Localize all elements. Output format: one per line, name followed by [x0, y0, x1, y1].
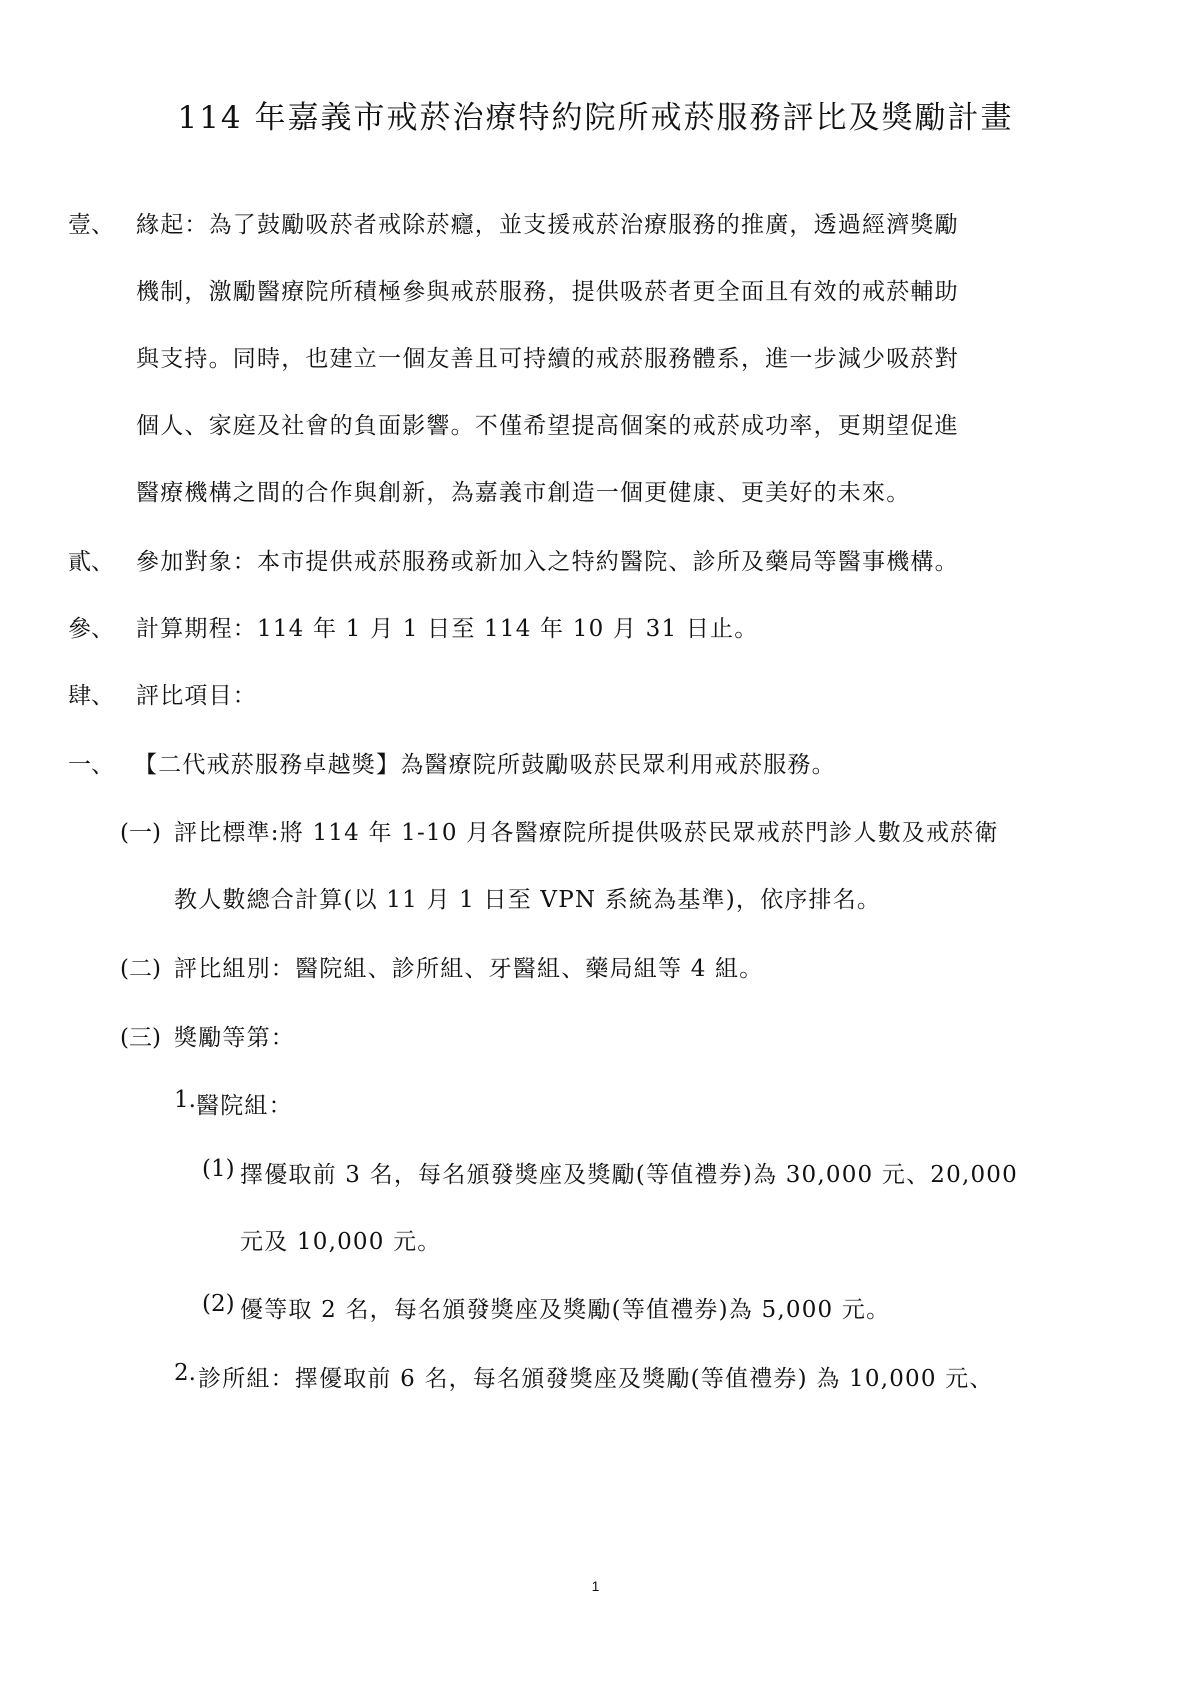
sub-marker-2: (二) [120, 956, 161, 982]
document-title: 114 年嘉義市戒菸治療特約院所戒菸服務評比及獎勵計畫 [177, 100, 1014, 136]
section-marker-4: 肆、 [68, 683, 114, 709]
criteria-line: 評比標準:將 114 年 1-10 月各醫療院所提供吸菸民眾戒菸門診人數及戒菸衛 [174, 820, 999, 846]
paragraph-line: 與支持。同時，也建立一個友善且可持續的戒菸服務體系，進一步減少吸菸對 [136, 346, 959, 372]
hospital-marker: 1. [174, 1087, 196, 1113]
section-text-items: 評比項目： [136, 683, 257, 709]
section-text-period: 計算期程：114 年 1 月 1 日至 114 年 10 月 31 日止。 [136, 616, 759, 642]
hospital-point-line: 擇優取前 3 名，每名頒發獎座及獎勵(等值禮券)為 30,000 元、20,000 [240, 1162, 1018, 1188]
hospital-point-marker-1: (1) [202, 1156, 235, 1182]
criteria-line: 教人數總合計算(以 11 月 1 日至 VPN 系統為基準)，依序排名。 [174, 887, 882, 913]
section-text-participants: 參加對象：本市提供戒菸服務或新加入之特約醫院、診所及藥局等醫事機構。 [136, 549, 959, 575]
hospital-point-line: 元及 10,000 元。 [240, 1229, 442, 1255]
section-marker-1: 壹、 [68, 212, 114, 238]
section-marker-2: 貳、 [68, 549, 114, 575]
award-levels-text: 獎勵等第： [174, 1025, 295, 1051]
paragraph-line: 醫療機構之間的合作與創新，為嘉義市創造一個更健康、更美好的未來。 [136, 480, 911, 506]
item-marker-1: 一、 [68, 752, 114, 778]
sub-marker-1: (一) [120, 820, 161, 846]
hospital-point-marker-2: (2) [202, 1291, 235, 1317]
groups-text: 評比組別：醫院組、診所組、牙醫組、藥局組等 4 組。 [174, 956, 764, 982]
clinic-marker: 2. [174, 1360, 196, 1386]
clinic-group-text: 診所組：擇優取前 6 名，每名頒發獎座及獎勵(等值禮券) 為 10,000 元、 [198, 1366, 994, 1392]
hospital-group-text: 醫院組： [196, 1093, 293, 1119]
sub-marker-3: (三) [120, 1025, 161, 1051]
paragraph-line: 個人、家庭及社會的負面影響。不僅希望提高個案的戒菸成功率，更期望促進 [136, 413, 959, 439]
item-text-award: 【二代戒菸服務卓越獎】為醫療院所鼓勵吸菸民眾利用戒菸服務。 [134, 752, 836, 778]
hospital-point-line: 優等取 2 名，每名頒發獎座及獎勵(等值禮券)為 5,000 元。 [240, 1297, 891, 1323]
section-marker-3: 參、 [68, 616, 114, 642]
page-number: 1 [591, 1578, 600, 1594]
paragraph-line: 緣起：為了鼓勵吸菸者戒除菸癮，並支援戒菸治療服務的推廣，透過經濟獎勵 [136, 212, 959, 238]
paragraph-line: 機制，激勵醫療院所積極參與戒菸服務，提供吸菸者更全面且有效的戒菸輔助 [136, 279, 959, 305]
